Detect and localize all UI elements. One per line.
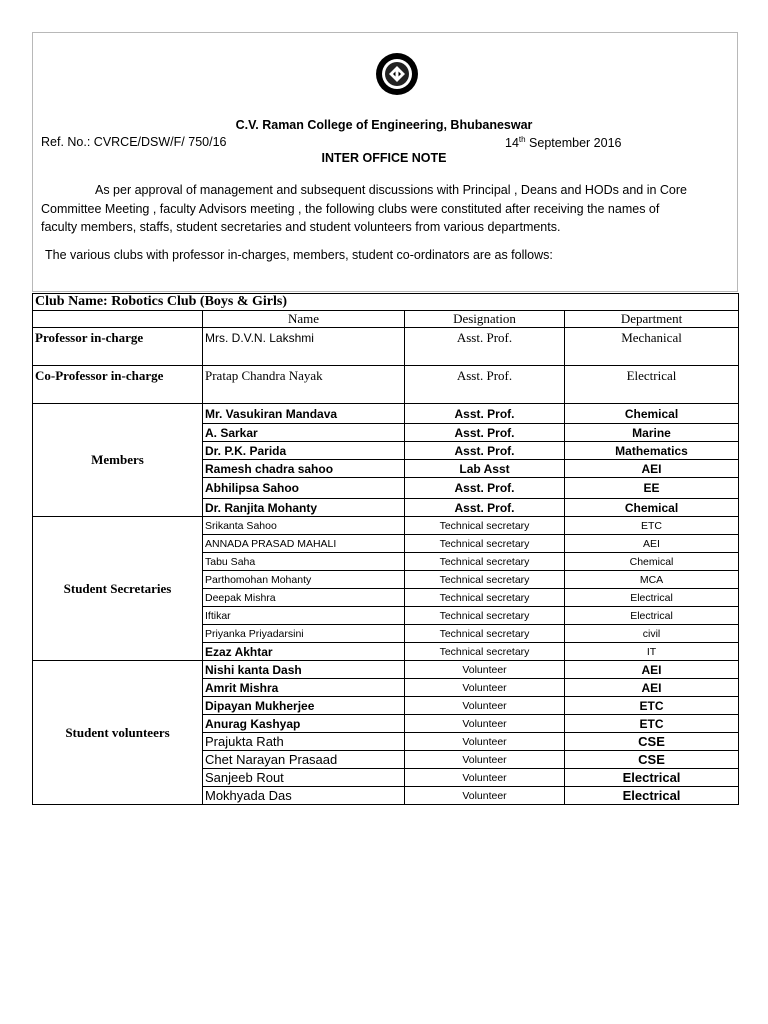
cell-department: Electrical	[565, 787, 739, 805]
cell-name: Mokhyada Das	[203, 787, 405, 805]
cell-department: IT	[565, 643, 739, 661]
cell-name: Iftikar	[203, 607, 405, 625]
cell-designation: Asst. Prof.	[405, 404, 565, 424]
cell-name: Srikanta Sahoo	[203, 517, 405, 535]
cell-name: Ramesh chadra sahoo	[203, 460, 405, 478]
cell-name: Tabu Saha	[203, 553, 405, 571]
secretaries-section	[33, 517, 739, 661]
college-name: C.V. Raman College of Engineering, Bhubaneswar	[235, 118, 533, 132]
column-header-department: Department	[565, 311, 739, 328]
cell-department: Mathematics	[565, 442, 739, 460]
cell-department: AEI	[565, 535, 739, 553]
cell-name: Abhilipsa Sahoo	[203, 478, 405, 499]
cell-department: ETC	[565, 517, 739, 535]
cell-department: AEI	[565, 679, 739, 697]
column-header-designation: Designation	[405, 311, 565, 328]
coprofessor-department: Electrical	[565, 366, 739, 404]
cell-designation: Volunteer	[405, 679, 565, 697]
professor-name: Mrs. D.V.N. Lakshmi	[203, 328, 405, 366]
clubs-intro: The various clubs with professor in-charges, members, student co-ordinators are as follows:	[45, 248, 553, 262]
cell-name: Chet Narayan Prasaad	[203, 751, 405, 769]
cell-name: Deepak Mishra	[203, 589, 405, 607]
cell-department: Chemical	[565, 553, 739, 571]
cell-designation: Volunteer	[405, 715, 565, 733]
members-label: Members	[33, 404, 203, 517]
cell-designation: Volunteer	[405, 733, 565, 751]
club-name: Club Name: Robotics Club (Boys & Girls)	[33, 294, 739, 311]
cell-designation: Lab Asst	[405, 460, 565, 478]
cell-department: Electrical	[565, 769, 739, 787]
column-header-name: Name	[203, 311, 405, 328]
cell-name: Ezaz Akhtar	[203, 643, 405, 661]
cell-name: Amrit Mishra	[203, 679, 405, 697]
cell-designation: Asst. Prof.	[405, 478, 565, 499]
professor-department: Mechanical	[565, 328, 739, 366]
cell-name: ANNADA PRASAD MAHALI	[203, 535, 405, 553]
cell-name: Anurag Kashyap	[203, 715, 405, 733]
cell-department: EE	[565, 478, 739, 499]
cell-department: AEI	[565, 460, 739, 478]
cell-name: Parthomohan Mohanty	[203, 571, 405, 589]
cell-department: Chemical	[565, 404, 739, 424]
cell-designation: Technical secretary	[405, 517, 565, 535]
volunteers-section	[33, 661, 739, 805]
professor-designation: Asst. Prof.	[405, 328, 565, 366]
coprofessor-label: Co-Professor in-charge	[33, 366, 203, 404]
cell-department: ETC	[565, 715, 739, 733]
cell-designation: Asst. Prof.	[405, 442, 565, 460]
cell-name: Priyanka Priyadarsini	[203, 625, 405, 643]
cell-designation: Technical secretary	[405, 553, 565, 571]
members-section	[33, 404, 739, 517]
cell-name: Dipayan Mukherjee	[203, 697, 405, 715]
coprofessor-name: Pratap Chandra Nayak	[203, 366, 405, 404]
cell-designation: Asst. Prof.	[405, 424, 565, 442]
cell-designation: Volunteer	[405, 787, 565, 805]
cell-designation: Technical secretary	[405, 589, 565, 607]
note-title: INTER OFFICE NOTE	[321, 151, 447, 165]
cell-name: Dr. Ranjita Mohanty	[203, 499, 405, 517]
cell-designation: Volunteer	[405, 661, 565, 679]
coprofessor-designation: Asst. Prof.	[405, 366, 565, 404]
cell-designation: Technical secretary	[405, 571, 565, 589]
cell-department: CSE	[565, 751, 739, 769]
reference-number: Ref. No.: CVRCE/DSW/F/ 750/16	[41, 135, 227, 149]
header-empty	[33, 311, 203, 328]
cell-designation: Volunteer	[405, 751, 565, 769]
cell-name: A. Sarkar	[203, 424, 405, 442]
note-date: 14th September 2016	[505, 135, 622, 151]
cell-department: ETC	[565, 697, 739, 715]
cell-department: Chemical	[565, 499, 739, 517]
cell-designation: Asst. Prof.	[405, 499, 565, 517]
club-table	[32, 293, 739, 805]
intro-paragraph: As per approval of management and subsequent discussions with Principal , Deans and HODs and in Core Committee Meeting , faculty Advisors meeting , the following clubs were constituted after receiving the names of faculty members, staffs, student secretaries and student volunteers from various departments.	[41, 183, 687, 234]
cell-designation: Volunteer	[405, 697, 565, 715]
cell-name: Dr. P.K. Parida	[203, 442, 405, 460]
cell-department: CSE	[565, 733, 739, 751]
cell-department: civil	[565, 625, 739, 643]
cell-department: AEI	[565, 661, 739, 679]
secretaries-label: Student Secretaries	[33, 517, 203, 661]
cell-designation: Technical secretary	[405, 625, 565, 643]
table-row	[33, 404, 739, 424]
cell-designation: Technical secretary	[405, 607, 565, 625]
cell-designation: Technical secretary	[405, 535, 565, 553]
table-row	[33, 661, 739, 679]
table-row	[33, 517, 739, 535]
volunteers-label: Student volunteers	[33, 661, 203, 805]
college-logo	[375, 52, 419, 96]
cell-name: Prajukta Rath	[203, 733, 405, 751]
cell-department: Electrical	[565, 589, 739, 607]
cell-department: MCA	[565, 571, 739, 589]
cell-name: Nishi kanta Dash	[203, 661, 405, 679]
cell-name: Sanjeeb Rout	[203, 769, 405, 787]
professor-label: Professor in-charge	[33, 328, 203, 366]
cell-department: Electrical	[565, 607, 739, 625]
cell-name: Mr. Vasukiran Mandava	[203, 404, 405, 424]
cell-department: Marine	[565, 424, 739, 442]
cell-designation: Technical secretary	[405, 643, 565, 661]
cell-designation: Volunteer	[405, 769, 565, 787]
